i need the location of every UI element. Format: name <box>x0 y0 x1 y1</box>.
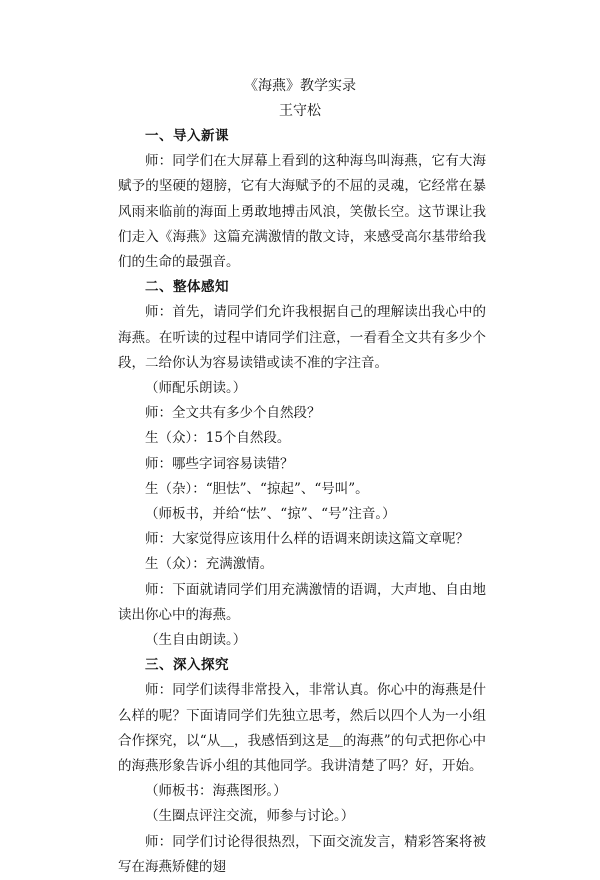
paragraph: 师：首先，请同学们允许我根据自己的理解读出我心中的海燕。在听读的过程中请同学们注意，一看看全文共有多少个段，二给你认为容易读错或读不准的字注音。 <box>118 304 486 371</box>
paragraph: 师：全文共有多少个自然段？ <box>145 405 321 422</box>
section-heading: 二、整体感知 <box>145 279 229 296</box>
paragraph: 生（杂）：“胆怯”、“掠起”、“号叫”。 <box>145 480 369 497</box>
paragraph: （师配乐朗读。） <box>145 380 247 397</box>
paragraph: 师：大家觉得应该用什么样的语调来朗读这篇文章呢？ <box>145 531 469 548</box>
paragraph: 师：哪些字词容易读错？ <box>145 455 294 472</box>
section-heading: 一、导入新课 <box>145 128 229 144</box>
paragraph: 师：下面就请同学们用充满激情的语调，大声地、自由地读出你心中的海燕。 <box>118 581 486 623</box>
paragraph: 生（众）：充满激情。 <box>145 556 274 573</box>
paragraph: 生（众）：15个自然段。 <box>145 430 291 447</box>
paragraph: （师板书，并给“怯”、“掠”、“号”注音。） <box>145 506 396 523</box>
paragraph: 师：同学们讨论得很热烈，下面交流发言，精彩答案将被写在海燕矫健的翅 <box>118 833 486 875</box>
document-title: 《海燕》教学实录 <box>244 78 356 94</box>
paragraph: （生自由朗读。） <box>145 632 247 649</box>
section-heading: 三、深入探究 <box>145 657 229 674</box>
paragraph: （生圈点评注交流，师参与讨论。） <box>145 808 355 825</box>
paragraph: （师板书：海燕图形。） <box>145 783 287 800</box>
document-author: 王守松 <box>279 103 321 119</box>
paragraph: 师：同学们在大屏幕上看到的这种海鸟叫海燕，它有大海赋予的坚硬的翅膀，它有大海赋予的不屈的灵魂，它经常在暴风雨来临前的海面上勇敢地搏击风浪，笑傲长空。这节课让我们走入《海燕》这篇充满激情的散文诗，来感受高尔基带给我们的生命的最强音。 <box>118 153 486 271</box>
document-body <box>118 124 486 880</box>
paragraph: 师：同学们读得非常投入，非常认真。你心中的海燕是什么样的呢？下面请同学们先独立思考，然后以四个人为一小组合作探究，以“从＿，我感悟到这是＿的海燕”的句式把你心中的海燕形象告诉小组的其他同学。我讲清楚了吗？好，开始。 <box>118 682 486 775</box>
